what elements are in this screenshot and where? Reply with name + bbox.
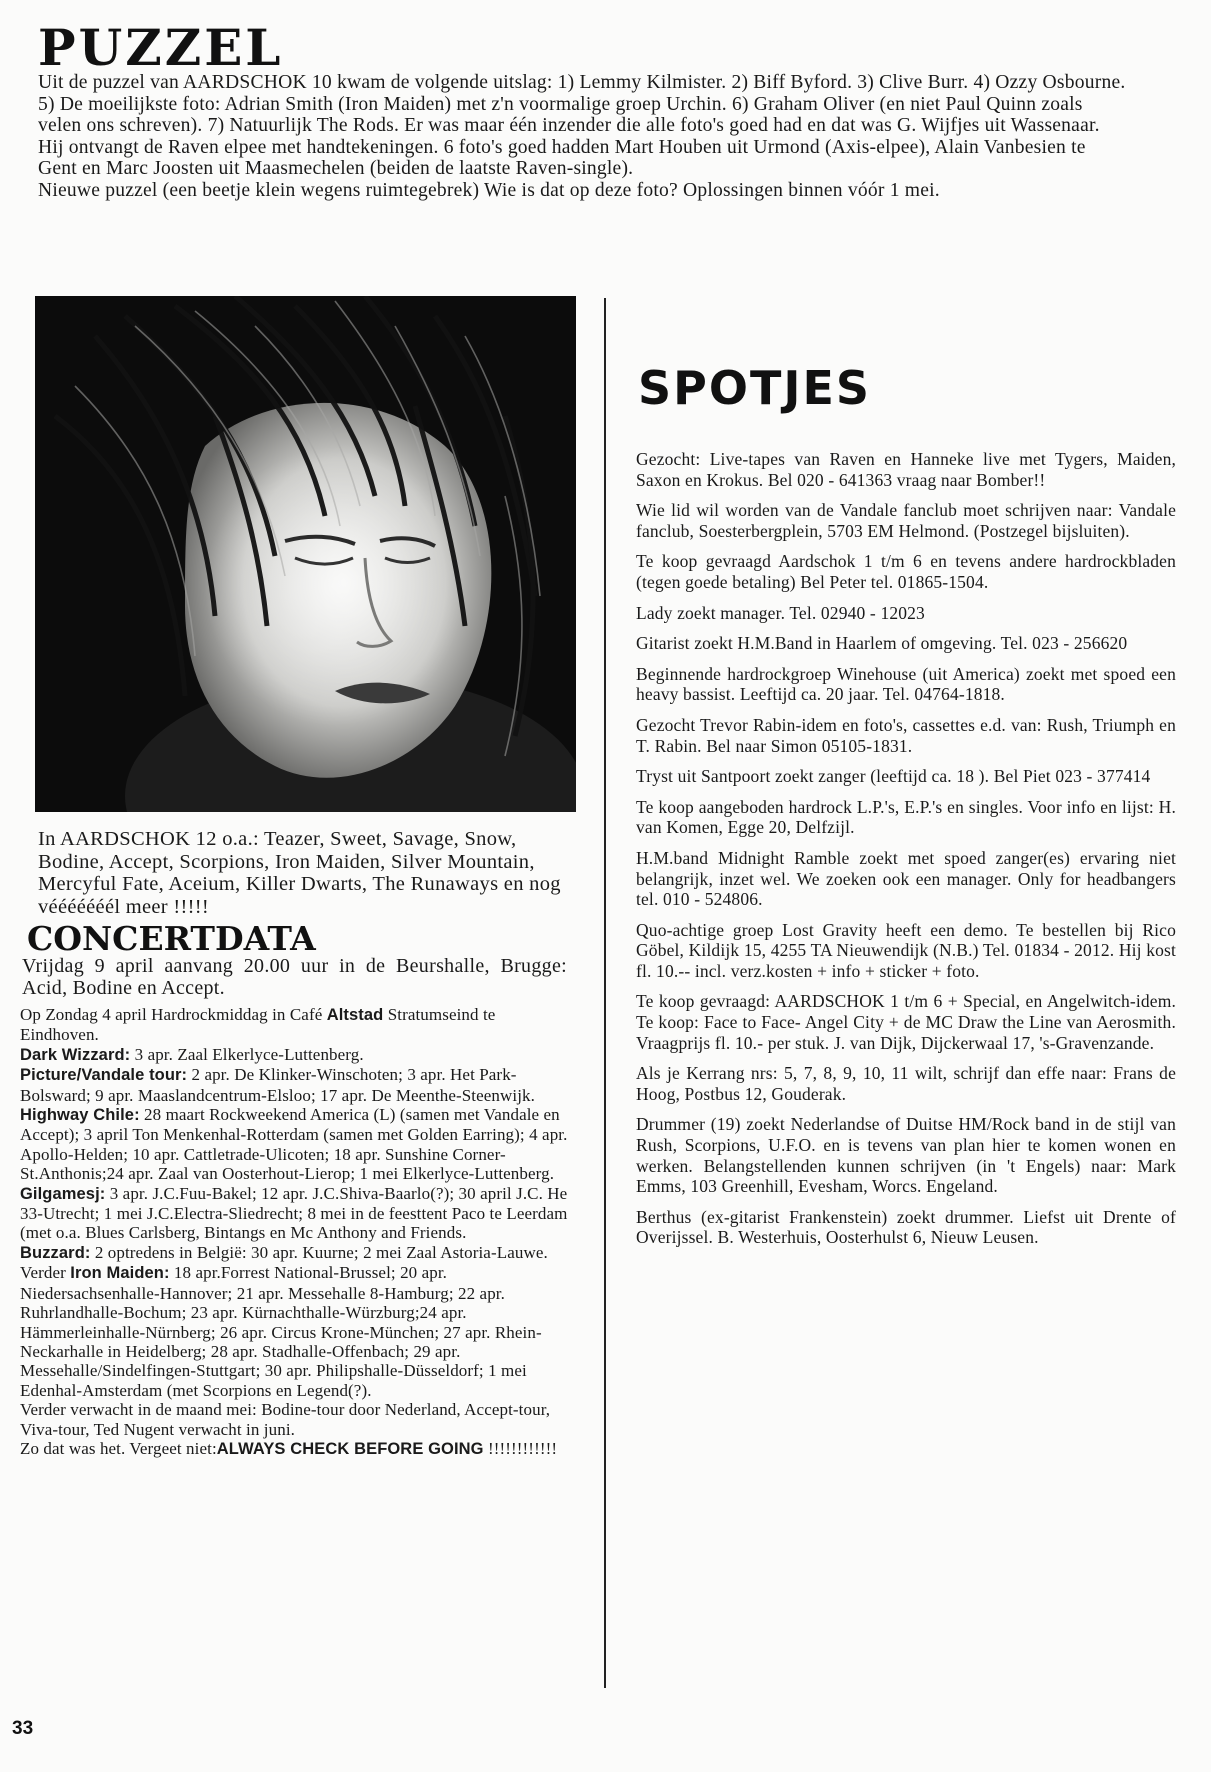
concert-entry <box>20 1105 568 1184</box>
puzzel-heading: PUZZEL <box>38 18 284 77</box>
concert-dates: 28 maart Rockweekend America (L) (samen met Vandale en Accept); 3 april Ton Menkenhal-Rotterdam (samen met Golden Earring); 4 apr. Apollo-Helden; 10 apr. Cattletrade-Ulicoten; 18 apr. Sunshine Corner-St.Anthonis;24 apr. Zaal van Oosterhout-Lierop; 1 mei Elkerlyce-Luttenberg. <box>20 1105 568 1184</box>
concert-altstad-venue: Altstad <box>326 1006 384 1024</box>
puzzle-photo-portrait <box>35 296 576 812</box>
concert-band: Iron Maiden: <box>70 1264 170 1283</box>
spotjes-heading: SPOTJES <box>638 361 871 415</box>
concert-prefix: Verder <box>20 1263 71 1283</box>
concert-dates: 2 apr. De Klinker-Winschoten; 3 apr. Het Park-Bolsward; 9 apr. Maaslandcentrum-Elsloo; 17 apr. De Meenthe-Steenwijk. <box>20 1065 535 1105</box>
concert-dates: 2 optredens in België: 30 apr. Kuurne; 2 mei Zaal Astoria-Lauwe. <box>90 1242 548 1262</box>
concert-dates: 18 apr.Forrest National-Brussel; 20 apr. Niedersachsenhalle-Hannover; 21 apr. Messehalle 8-Hamburg; 22 apr. Ruhrlandhalle-Bochum; 23 apr. Kürnachthalle-Würzburg;24 apr. Hämmerleinhalle-Nürnberg; 26 apr. Circus Krone-München; 27 apr. Rhein-Neckarhalle in Heidelberg; 28 apr. Stadhalle-Offenbach; 29 apr. Messehalle/Sindelfingen-Stuttgart; 30 apr. Philipshalle-Düsseldorf; 1 mei Edenhal-Amsterdam (met Scorpions en Legend(?). <box>20 1263 542 1400</box>
concert-entry <box>20 1045 568 1065</box>
concert-altstad <box>20 1005 568 1045</box>
concert-band: Gilgamesj: <box>20 1184 106 1203</box>
spotjes-list <box>636 449 1176 1258</box>
concert-band: Highway Chile: <box>20 1106 140 1125</box>
concert-altstad-text: Op Zondag 4 april Hardrockmiddag in Café <box>20 1005 327 1024</box>
puzzel-results: Uit de puzzel van AARDSCHOK 10 kwam de volgende uitslag: 1) Lemmy Kilmister. 2) Biff Byford. 3) Clive Burr. 4) Ozzy Osbourne. 5) De moeilijkste foto: Adrian Smith (Iron Maiden) met z'n voormalige groep Urchin. 6) Graham Oliver (en niet Paul Quinn zoals velen ons schreven). 7) Natuurlijk The Rods. Er was maar één inzender die alle foto's goed had en dat was G. Wijfjes uit Wassenaar. Hij ontvangt de Raven elpee met handtekeningen. 6 foto's goed hadden Mart Houben uit Urmond (Axis-elpee), Alain Vanbesien te Gent en Marc Joosten uit Maasmechelen (beiden de laatste Raven-single). <box>38 72 1126 180</box>
puzzel-intro <box>38 72 1128 202</box>
closing-slogan: ALWAYS CHECK BEFORE GOING <box>216 1439 484 1458</box>
concert-intro-line: Vrijdag 9 april aanvang 20.00 uur in de Beurshalle, Brugge: Acid, Bodine en Accept. <box>22 955 567 999</box>
concert-entry <box>20 1184 568 1243</box>
spotje: Drummer (19) zoekt Nederlandse of Duitse HM/Rock band in de stijl van Rush, Scorpions, U.F.O. en is tevens van plan hier te komen wonen en werken. Belangstellenden kunnen schrijven (in 't Engels) naar: Mark Emms, 103 Greenhill, Evesham, Worcs. Engeland. <box>636 1114 1176 1197</box>
closing-exclamations: !!!!!!!!!!!! <box>483 1438 558 1458</box>
concert-band: Dark Wizzard: <box>20 1045 131 1064</box>
spotje: Als je Kerrang nrs: 5, 7, 8, 9, 10, 11 wilt, schrijf dan effe naar: Frans de Hoog, Postbus 12, Gouderak. <box>636 1063 1176 1104</box>
puzzel-new-question: Nieuwe puzzel (een beetje klein wegens ruimtegebrek) Wie is dat op deze foto? Oplossingen binnen vóór 1 mei. <box>38 179 940 201</box>
spotje: Berthus (ex-gitarist Frankenstein) zoekt drummer. Liefst uit Drente of Overijssel. B. Westerhuis, Oosterhulst 6, Nieuw Leusen. <box>636 1206 1176 1248</box>
spotje: Te koop gevraagd: AARDSCHOK 1 t/m 6 + Special, en Angelwitch-idem. Te koop: Face to Face- Angel City + de MC Draw the Line van Aerosmith. Vraagprijs fl. 10.- per stuk. J. van Dijk, Dijckerwaal 17, 's-Gravenzande. <box>636 991 1176 1053</box>
spotje: Gitarist zoekt H.M.Band in Haarlem of omgeving. Tel. 023 - 256620 <box>636 633 1128 654</box>
concert-dates: 3 apr. Zaal Elkerlyce-Luttenberg. <box>130 1044 364 1064</box>
concert-band: Buzzard: <box>20 1243 91 1262</box>
puzzle-photo <box>35 296 576 812</box>
concert-may-outlook: Verder verwacht in de maand mei: Bodine-tour door Nederland, Accept-tour, Viva-tour, Ted Nugent verwacht in juni. <box>20 1400 551 1439</box>
column-divider <box>604 298 606 1688</box>
aardschok-12-preview: In AARDSCHOK 12 o.a.: Teazer, Sweet, Savage, Snow, Bodine, Accept, Scorpions, Iron Maiden, Silver Mountain, Mercyful Fate, Aceium, Killer Dwarts, The Runaways en nog vééééééél meer !!!!! <box>38 828 561 918</box>
spotje: Tryst uit Santpoort zoekt zanger (leeftijd ca. 18 ). Bel Piet 023 - 377414 <box>636 766 1151 787</box>
concertdata-heading: CONCERTDATA <box>27 919 316 958</box>
concert-closing <box>20 1439 568 1459</box>
spotje: Beginnende hardrockgroep Winehouse (uit America) zoekt met spoed een heavy bassist. Leeftijd ca. 20 jaar. Tel. 04764-1818. <box>636 663 1176 705</box>
spotje: H.M.band Midnight Ramble zoekt met spoed zanger(es) ervaring niet belangrijk, inzet wel. We zoeken ook een manager. Only for headbangers tel. 010 - 524806. <box>636 847 1176 910</box>
spotje: Lady zoekt manager. Tel. 02940 - 12023 <box>636 602 925 623</box>
concert-dates: 3 apr. J.C.Fuu-Bakel; 12 apr. J.C.Shiva-Baarlo(?); 30 april J.C. He 33-Utrecht; 1 mei J.C.Electra-Sliedrecht; 8 mei in de feesttent Paco te Leerdam (met o.a. Blues Carlsberg, Bintangs en Mc Anthony and Friends. <box>20 1183 568 1243</box>
concert-list <box>20 1005 568 1459</box>
concert-band: Picture/Vandale tour: <box>20 1066 188 1085</box>
spotje: Quo-achtige groep Lost Gravity heeft een demo. Te bestellen bij Rico Göbel, Kildijk 15, 4255 TA Nieuwendijk (N.B.) Tel. 01834 - 2012. Hij kost fl. 10.-- incl. verz.kosten + info + sticker + foto. <box>636 919 1176 981</box>
spotje: Gezocht Trevor Rabin-idem en foto's, cassettes e.d. van: Rush, Triumph en T. Rabin. Bel naar Simon 05105-1831. <box>636 714 1176 756</box>
spotje: Wie lid wil worden van de Vandale fanclub moet schrijven naar: Vandale fanclub, Soesterbergplein, 5703 EM Helmond. (Postzegel bijsluiten). <box>636 500 1176 541</box>
concert-entry <box>20 1065 568 1105</box>
spotje: Te koop aangeboden hardrock L.P.'s, E.P.'s en singles. Voor info en lijst: H. van Komen, Egge 20, Delfzijl. <box>636 796 1176 838</box>
concert-altstad-place: Stratumseind te Eindhoven. <box>20 1005 496 1045</box>
closing-text: Zo dat was het. Vergeet niet: <box>20 1438 217 1458</box>
concert-entry <box>20 1243 568 1263</box>
concert-entry-iron-maiden <box>20 1263 568 1400</box>
page-number: 33 <box>12 1718 34 1739</box>
spotje: Gezocht: Live-tapes van Raven en Hanneke live met Tygers, Maiden, Saxon en Krokus. Bel 020 - 641363 vraag naar Bomber!! <box>636 449 1176 490</box>
spotje: Te koop gevraagd Aardschok 1 t/m 6 en tevens andere hardrockbladen (tegen goede betaling) Bel Peter tel. 01865-1504. <box>636 551 1176 592</box>
